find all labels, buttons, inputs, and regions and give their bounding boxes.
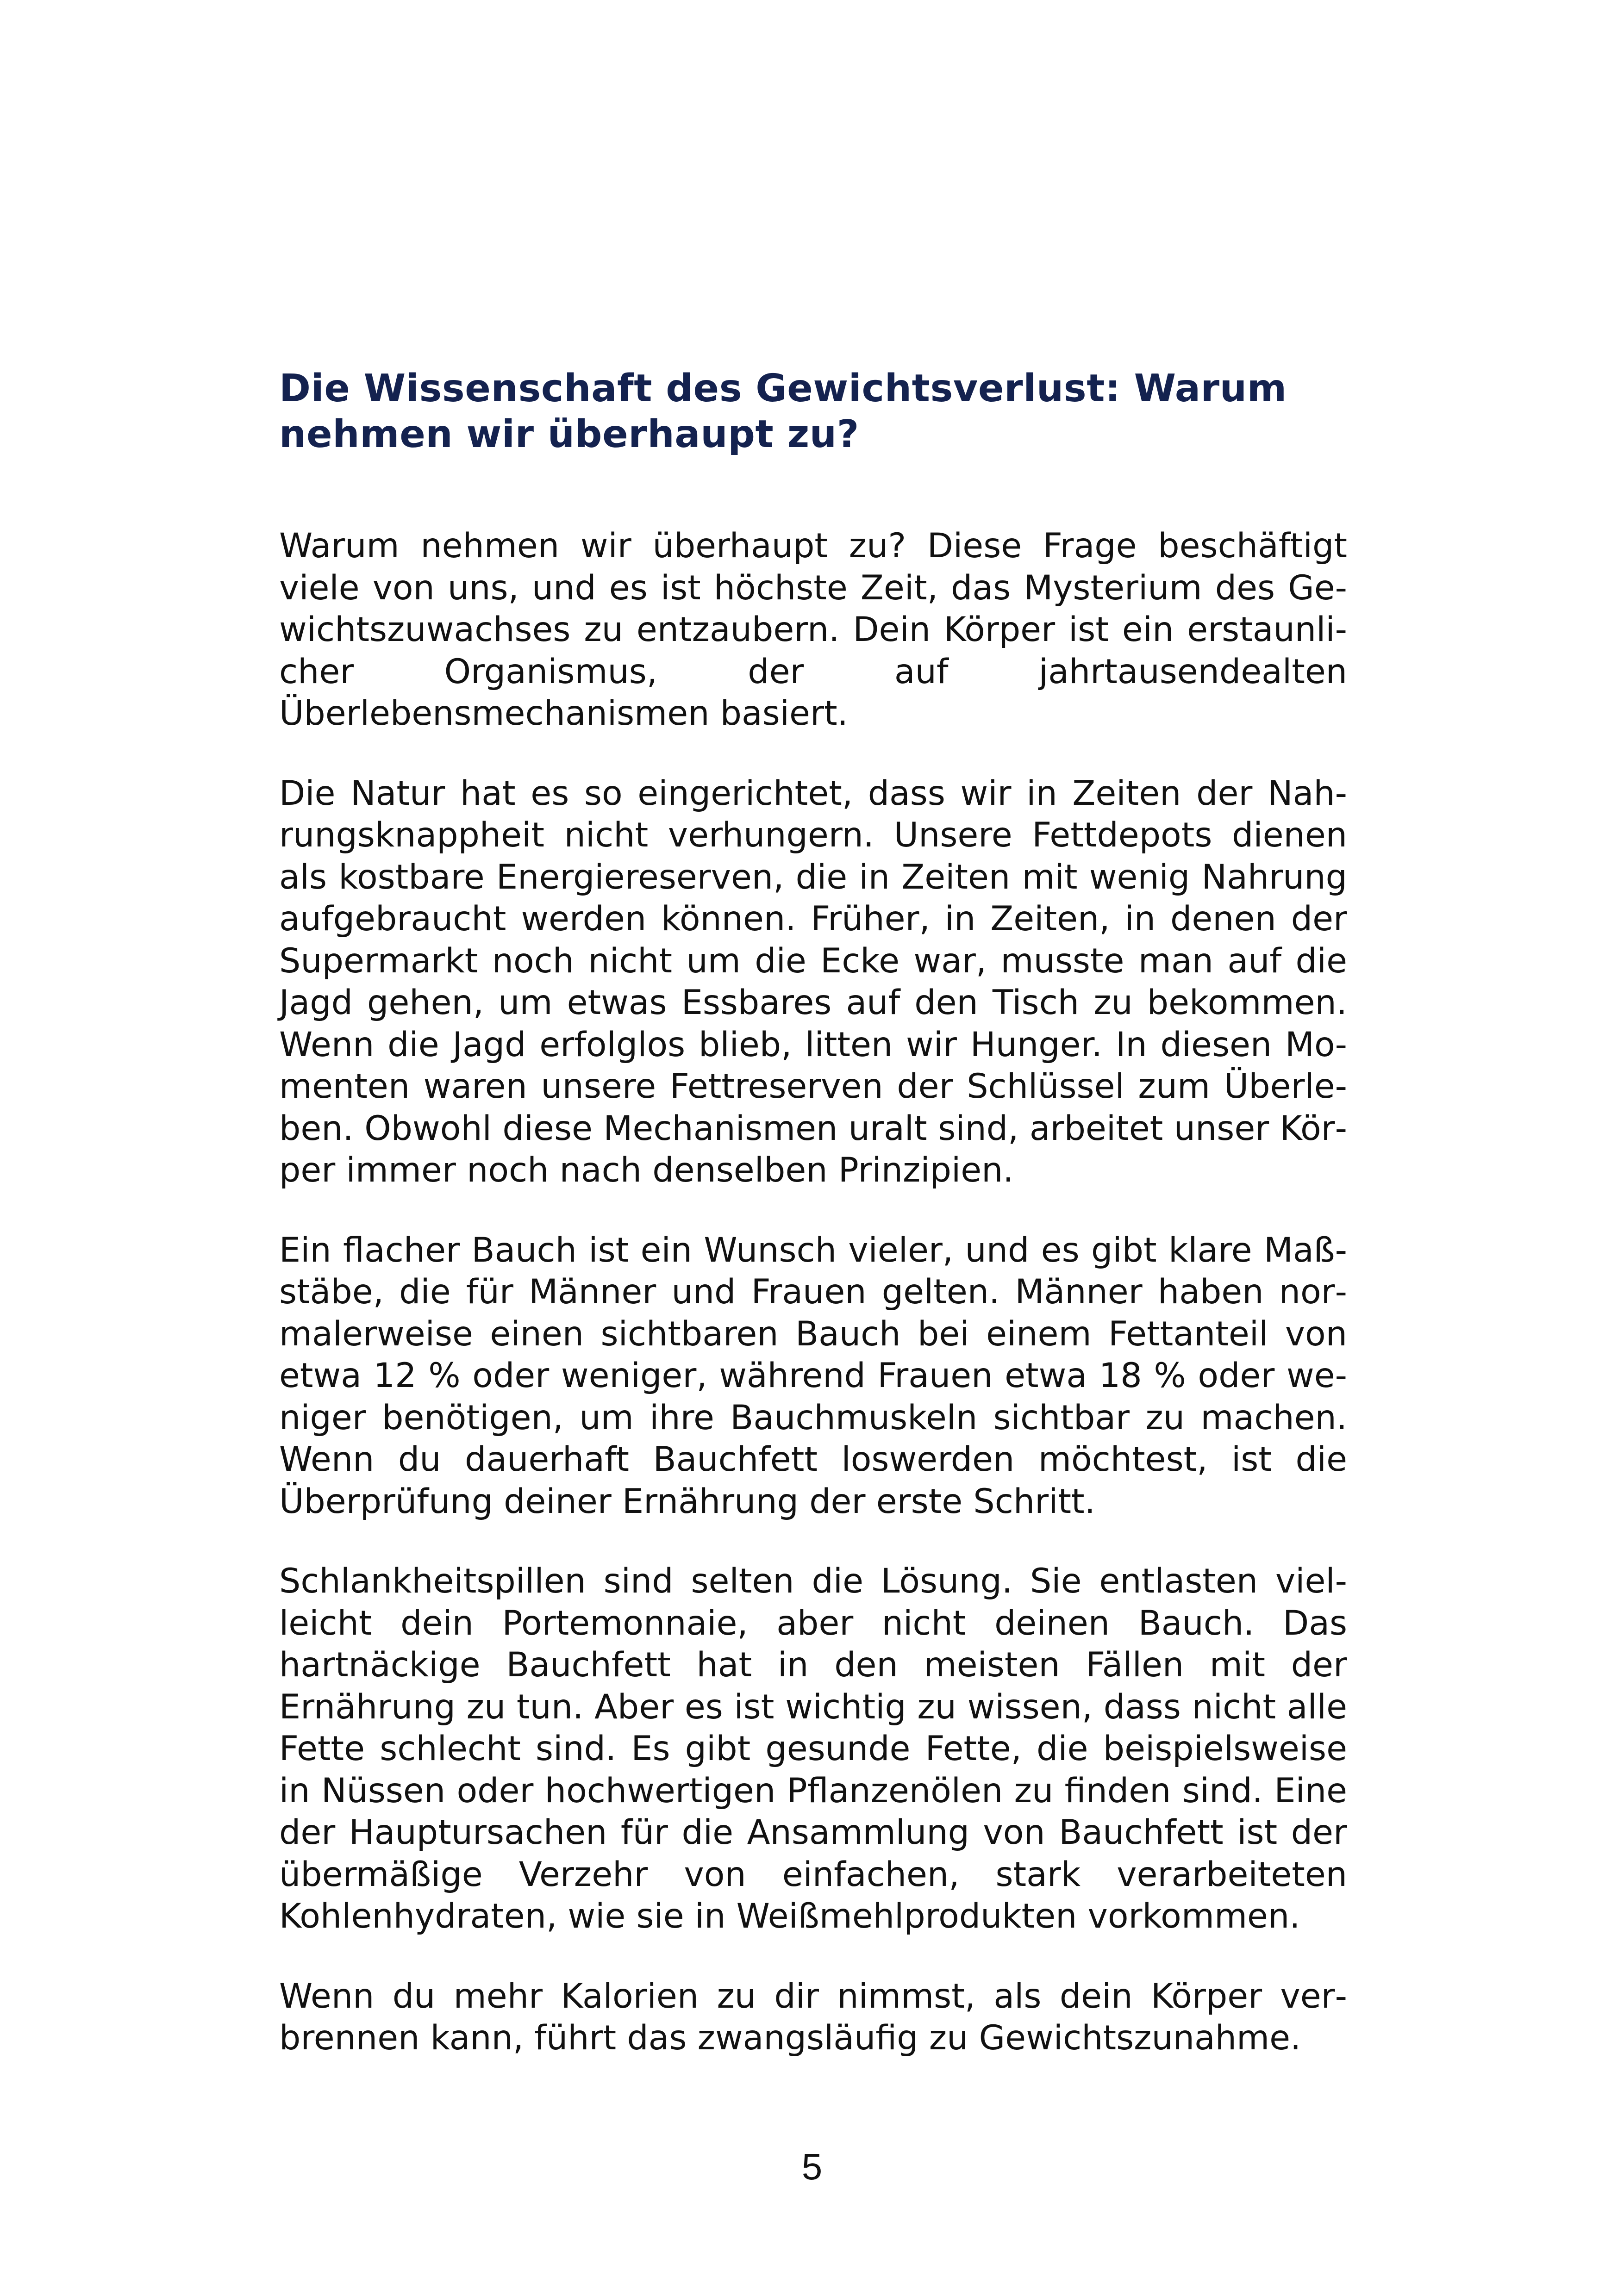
paragraph-3: Ein flacher Bauch ist ein Wunsch vieler, und es gibt klare Maßstäbe, die für Männer und Frauen gelten. Männer haben normalerweise einen sichtbaren Bauch bei einem Fettanteil von etwa 12 % oder weniger, während Frauen etwa 18 % oder weniger benötigen, um ihre Bauchmuskeln sichtbar zu machen. Wenn du dauerhaft Bauchfett loswerden möchtest, ist die Überprüfung deiner Ernährung der erste Schritt. bbox=[279, 1230, 1347, 1521]
paragraph-5: Wenn du mehr Kalorien zu dir nimmst, als dein Körper verbrennen kann, führt das zwangsläufig zu Gewichtszunahme. bbox=[279, 1976, 1347, 2058]
paragraph-1: Warum nehmen wir überhaupt zu? Diese Frage beschäftigt viele von uns, und es ist höchste Zeit, das Mysterium des Gewichtszuwachses zu entzaubern. Dein Körper ist ein erstaunlicher Organismus, der auf jahrtausendealten Überlebensmechanismen basiert. bbox=[279, 526, 1347, 733]
page-number: 5 bbox=[801, 2146, 823, 2187]
body-text bbox=[279, 525, 1347, 2060]
page-content bbox=[279, 366, 1347, 2060]
paragraph-4: Schlankheitspillen sind selten die Lösung. Sie entlasten vielleicht dein Portemonnaie, aber nicht deinen Bauch. Das hartnäckige Bauchfett hat in den meisten Fällen mit der Ernährung zu tun. Aber es ist wichtig zu wissen, dass nicht alle Fette schlecht sind. Es gibt gesunde Fette, die beispielsweise in Nüssen oder hochwertigen Pflanzenölen zu finden sind. Eine der Hauptursachen für die Ansammlung von Bauchfett ist der übermäßige Verzehr von einfachen, stark verarbeiteten Kohlenhydraten, wie sie in Weißmehlprodukten vorkommen. bbox=[279, 1562, 1347, 1936]
paragraph-2: Die Natur hat es so eingerichtet, dass wir in Zeiten der Nahrungsknappheit nicht verhungern. Unsere Fettdepots dienen als kostbare Energiereserven, die in Zeiten mit wenig Nahrung aufgebraucht werden können. Früher, in Zeiten, in denen der Supermarkt noch nicht um die Ecke war, musste man auf die Jagd gehen, um etwas Essbares auf den Tisch zu bekommen. Wenn die Jagd erfolglos blieb, litten wir Hunger. In diesen Momenten waren unsere Fettreserven der Schlüssel zum Überleben. Obwohl diese Mechanismen uralt sind, arbeitet unser Körper immer noch nach denselben Prinzipien. bbox=[279, 773, 1347, 1190]
chapter-heading: Die Wissenschaft des Gewichtsverlust: Warum nehmen wir überhaupt zu? bbox=[279, 367, 1287, 456]
